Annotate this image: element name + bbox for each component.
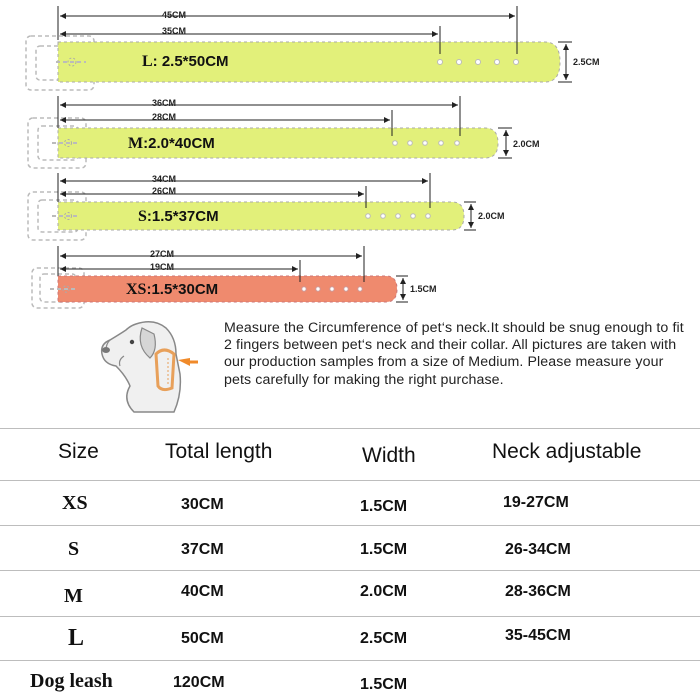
row-xs-size: XS — [62, 492, 88, 514]
m-total-length-label: 36CM — [152, 98, 177, 108]
s-total-length-label: 34CM — [152, 174, 177, 184]
l-width-label: 2.5CM — [573, 57, 600, 67]
row-m-neck: 28-36CM — [505, 583, 571, 600]
xs-inner-length-label: 19CM — [150, 262, 175, 272]
xs-collar-label: XS:1.5*30CM — [126, 281, 219, 298]
row-l-width: 2.5CM — [360, 630, 408, 647]
s-width-label: 2.0CM — [478, 211, 505, 221]
xs-width-label: 1.5CM — [410, 284, 437, 294]
row-xs-width: 1.5CM — [360, 498, 408, 515]
collar-l — [26, 6, 572, 90]
l-inner-length-label: 35CM — [162, 26, 187, 36]
row-l-total: 50CM — [181, 630, 224, 647]
note-text: Measure the Circumference of pet‘s neck.It should be snug enough to fit 2 fingers between pet‘s neck and their collar. All pictures are taken with our production samples from a size of Medium. Please measure your pets carefully for making the right purchase. — [224, 320, 684, 388]
m-collar-label: M:2.0*40CM — [128, 135, 215, 152]
row-l-neck: 35-45CM — [505, 627, 571, 644]
row-m-total: 40CM — [181, 583, 224, 600]
row-xs-total: 30CM — [181, 496, 224, 513]
collar-xs — [32, 246, 408, 308]
row-l-size: L — [68, 625, 85, 651]
table-rule — [0, 660, 700, 661]
table-rule — [0, 616, 700, 617]
row-m-size: M — [64, 585, 83, 607]
header-width: Width — [362, 444, 416, 467]
row-leash-width: 1.5CM — [360, 676, 408, 693]
measuring-tape-icon — [148, 340, 200, 396]
m-inner-length-label: 28CM — [152, 112, 177, 122]
table-rule — [0, 570, 700, 571]
header-size: Size — [58, 440, 99, 463]
row-m-width: 2.0CM — [360, 583, 408, 600]
header-total-length: Total length — [165, 440, 273, 463]
row-leash-size: Dog leash — [30, 670, 113, 692]
row-s-total: 37CM — [181, 541, 224, 558]
xs-total-length-label: 27CM — [150, 249, 175, 259]
l-total-length-label: 45CM — [162, 10, 187, 20]
row-s-width: 1.5CM — [360, 541, 408, 558]
table-rule — [0, 525, 700, 526]
m-width-label: 2.0CM — [513, 139, 540, 149]
row-xs-neck: 19-27CM — [503, 494, 569, 511]
collar-s — [28, 173, 476, 240]
l-collar-label: L: 2.5*50CM — [142, 53, 229, 70]
table-rule — [0, 480, 700, 481]
measurement-note — [224, 320, 694, 389]
collar-size-diagram — [0, 0, 700, 330]
header-neck-adjustable: Neck adjustable — [492, 440, 642, 463]
table-top-rule — [0, 428, 700, 429]
row-s-neck: 26-34CM — [505, 541, 571, 558]
s-collar-label: S:1.5*37CM — [138, 208, 219, 225]
s-inner-length-label: 26CM — [152, 186, 177, 196]
row-s-size: S — [68, 538, 80, 560]
collar-m — [28, 96, 512, 168]
row-leash-total: 120CM — [173, 674, 225, 691]
